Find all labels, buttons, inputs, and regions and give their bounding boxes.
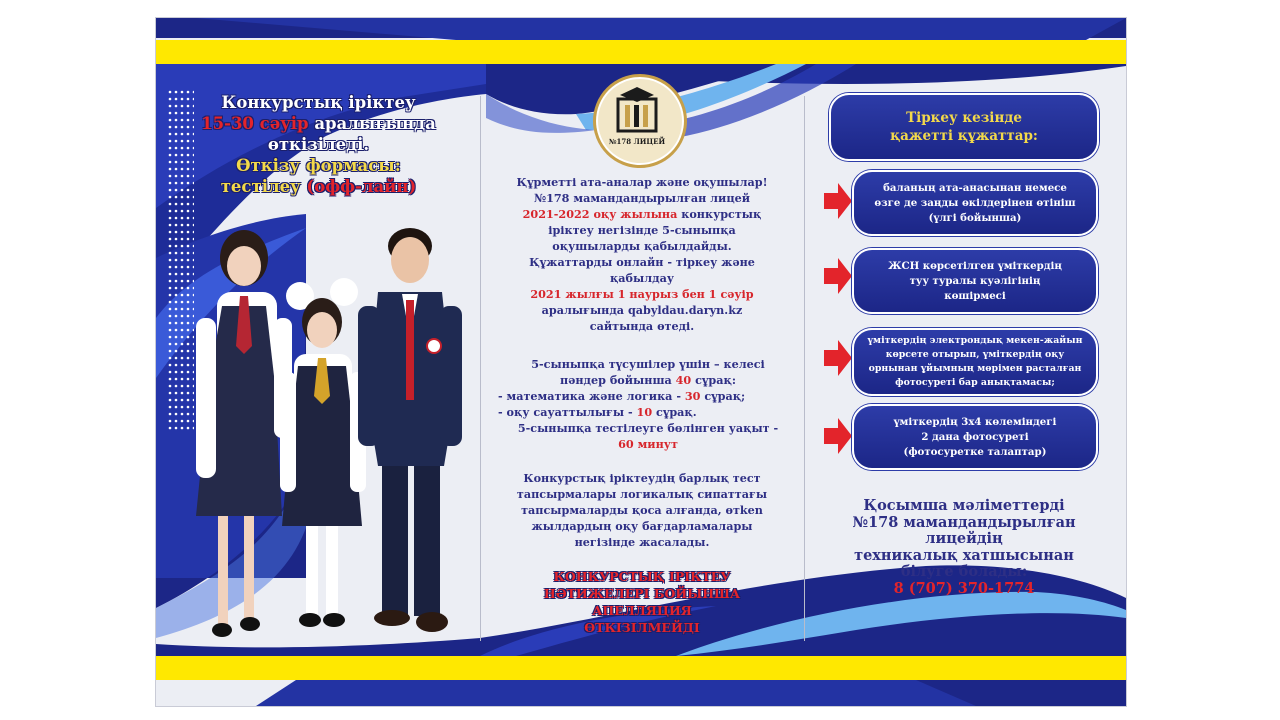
heading-line: Конкурстық іріктеу [221,93,416,112]
doc-line: үміткердің 3х4 көлеміндегі [893,415,1057,428]
contact-line: техникалық хатшысынан [854,546,1074,564]
middle-panel [480,18,804,706]
text-line: Конкурстық іріктеудің барлық тест [523,471,761,485]
doc-line: (үлгі бойынша) [928,211,1022,224]
doc-line: ЖСН көрсетілген үміткердің [888,259,1062,272]
arrow-right-icon [824,258,852,294]
doc-line: көшірмесі [944,289,1006,302]
text-line [498,404,798,420]
format-label: Өткізу формасы: [236,156,401,175]
arrow-right-icon [824,340,852,376]
text-line: негізінде жасалады. [574,535,710,549]
students-photo [182,226,472,656]
text-fragment: пәндер бойынша [560,373,676,387]
text-line: оқушыларды қабылдайды. [552,239,732,253]
text-fragment: сұрақ. [652,405,697,419]
doc-line: орнынан ұйымның мөрімен расталған [868,363,1082,374]
arrow-right-icon [824,418,852,454]
doc-line: фотосуреті бар анықтамасы; [895,377,1055,388]
appeal-notice [520,568,764,636]
documents-heading [829,93,1099,161]
logo-emblem [596,77,678,159]
contact-line: Қосымша мәліметтерді [863,497,1065,514]
text-fragment: - математика және логика - [498,389,685,403]
registration-dates: 2021 жылғы 1 наурыз бен 1 сәуір [530,287,754,301]
text-line: 5-сыныпқа тестілеуге бөлінген уақыт - [517,421,779,435]
heading-line: өткізіледі. [267,135,370,154]
appeal-line: ӨТКІЗІЛМЕЙДІ [584,620,700,635]
heading-text: аралығында [308,114,436,133]
text-line [498,372,798,388]
arrow-right-icon [824,183,852,219]
format-line [166,176,471,197]
math-questions: 30 [684,389,701,403]
document-item [852,404,1098,470]
doc-line: үміткердің электрондық мекен-жайын [867,335,1083,346]
dates-text: 15-30 сәуір [201,114,309,133]
student-boy [358,228,462,632]
contact-line: білуге болады: [900,563,1028,580]
test-info [498,356,798,452]
doc-line: 2 дана фотосуреті [921,430,1029,443]
heading-line: қажетті құжаттар: [890,128,1038,144]
text-fragment: - оқу сауаттылығы - [498,405,637,419]
contact-line: №178 мамандандырылған [852,513,1076,531]
heading-dates-line [166,113,471,134]
text-fragment: сұрақ; [700,389,746,403]
document-item [852,248,1098,314]
appeal-line: НӘТИЖЕЛЕРІ БОЙЫНША [543,586,741,601]
contact-line: лицейдің [925,530,1003,547]
format-mode: (офф-лайн) [306,177,417,196]
doc-line: өзге де заңды өкілдерінен өтініш [874,196,1076,209]
appeal-line: АПЕЛЛЯЦИЯ [592,603,692,618]
lyceum-logo [593,74,687,168]
format-value: тестілеу [220,177,307,196]
text-line: тапсырмаларды қоса алғанда, өтken [521,503,763,517]
registration-site: аралығында qabyldau.daryn.kz [541,303,743,317]
doc-line: баланың ата-анасынан немесе [883,181,1067,194]
text-fragment: конкурстық [677,207,762,221]
appeal-line: КОНКУРСТЫҚ ІРІКТЕУ [553,569,731,584]
doc-line: (фотосуретке талаптар) [903,445,1047,458]
test-duration: 60 минут [618,437,678,451]
text-line: 5-сыныпқа түсушілер үшін – келесі [531,357,765,371]
student-girl-middle [280,278,366,627]
phone-number: 8 (707) 370-1774 [893,579,1035,597]
text-line: сайтында өтеді. [589,319,695,333]
text-line: Құжаттарды онлайн - тіркеу және [529,255,755,269]
document-item [852,170,1098,236]
contact-info [824,498,1104,597]
text-line [488,206,796,222]
total-questions: 40 [675,373,692,387]
note-text [488,470,796,550]
text-line: іріктеу негізінде 5-сыныпқа [548,223,736,237]
text-line: жылдардың оқу бағдарламалары [531,519,753,533]
doc-line: көрсете отырып, үміткердің оқу [885,349,1065,360]
heading-line: Тіркеу кезінде [906,110,1022,126]
right-panel [804,18,1126,706]
text-line: №178 мамандандырылған лицей [533,191,751,205]
text-line [498,388,798,404]
selection-heading [166,92,471,197]
student-girl-left [196,230,292,637]
text-line: қабылдау [609,271,674,285]
left-panel [156,18,480,706]
logo-text: №178 ЛИЦЕЙ [608,137,666,146]
document-item [852,328,1098,396]
intro-text [488,174,796,334]
academic-year: 2021-2022 оқу жылына [522,207,678,221]
doc-line: туу туралы куәлігінің [909,274,1041,287]
text-line: Құрметті ата-аналар және оқушылар! [516,175,768,189]
text-fragment: сұрақ: [691,373,736,387]
reading-questions: 10 [636,405,653,419]
text-line: тапсырмалары логикалық сипаттағы [516,487,768,501]
brochure [155,17,1127,707]
